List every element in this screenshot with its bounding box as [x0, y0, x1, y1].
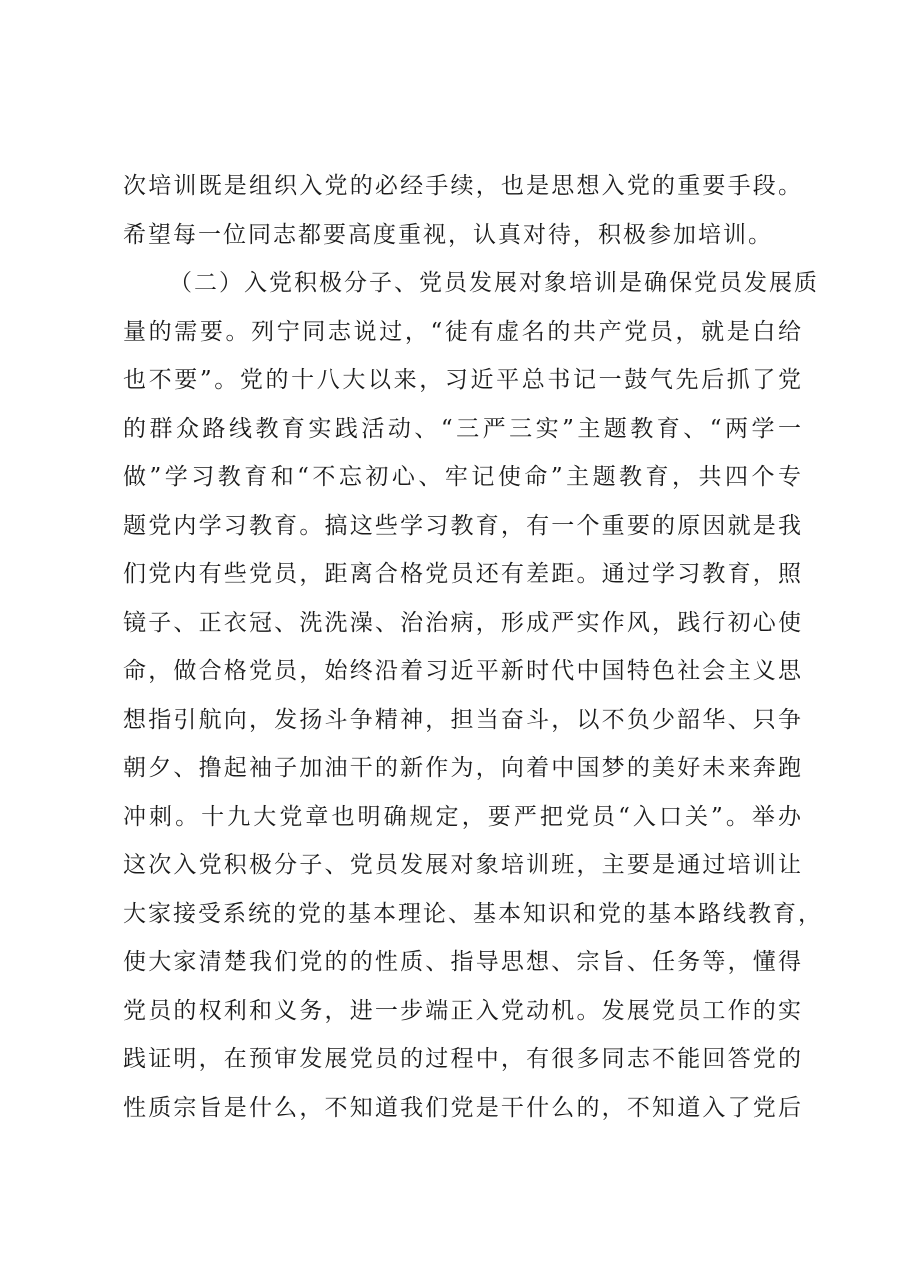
text-line: 的群众路线教育实践活动、“三严三实”主题教育、“两学一 — [123, 415, 803, 442]
text-line: 命，做合格党员，始终沿着习近平新时代中国特色社会主义思 — [123, 658, 803, 684]
text-line: 也不要”。党的十八大以来，习近平总书记一鼓气先后抓了党 — [123, 367, 803, 393]
text-line: 使大家清楚我们党的的性质、指导思想、宗旨、任务等，懂得 — [123, 949, 803, 975]
text-line: 们党内有些党员，距离合格党员还有差距。通过学习教育，照 — [123, 561, 803, 587]
paragraph-heading-line: （二）入党积极分子、党员发展对象培训是确保党员发展质 — [169, 270, 819, 296]
text-line: 做”学习教育和“不忘初心、牢记使命”主题教育，共四个专 — [123, 464, 803, 490]
text-line: 量的需要。列宁同志说过，“徒有虚名的共产党员，就是白给 — [123, 318, 803, 345]
body-text — [123, 162, 823, 1132]
text-line: 党员的权利和义务，进一步端正入党动机。发展党员工作的实 — [123, 997, 803, 1024]
text-line: 这次入党积极分子、党员发展对象培训班，主要是通过培训让 — [123, 852, 803, 878]
text-line: 想指引航向，发扬斗争精神，担当奋斗，以不负少韶华、只争 — [123, 706, 803, 733]
text-line: 朝夕、撸起袖子加油干的新作为，向着中国梦的美好未来奔跑 — [123, 755, 803, 781]
text-line: 次培训既是组织入党的必经手续，也是思想入党的重要手段。 — [123, 173, 803, 199]
text-line: 大家接受系统的党的基本理论、基本知识和党的基本路线教育， — [123, 900, 823, 927]
text-line: 镜子、正衣冠、洗洗澡、治治病，形成严实作风，践行初心使 — [123, 609, 803, 636]
text-line: 性质宗旨是什么，不知道我们党是干什么的，不知道入了党后 — [123, 1094, 803, 1121]
text-line: 践证明，在预审发展党员的过程中，有很多同志不能回答党的 — [123, 1046, 803, 1072]
text-line: 冲刺。十九大党章也明确规定，要严把党员“入口关”。举办 — [123, 803, 803, 830]
text-line: 希望每一位同志都要高度重视，认真对待，积极参加培训。 — [123, 221, 773, 248]
text-line: 题党内学习教育。搞这些学习教育，有一个重要的原因就是我 — [123, 512, 803, 539]
